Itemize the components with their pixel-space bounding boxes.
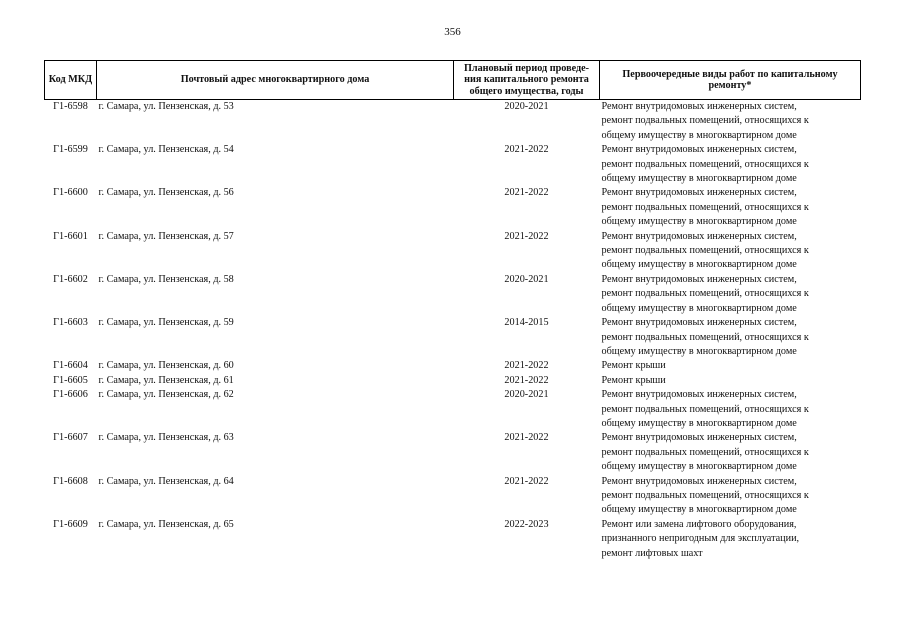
cell-address: г. Самара, ул. Пензенская, д. 62 — [98, 389, 234, 401]
table-row — [45, 374, 861, 388]
table-header — [45, 61, 861, 100]
cell-period: 2021-2022 — [504, 374, 549, 386]
cell-period: 2021-2022 — [504, 230, 549, 242]
cell-works — [600, 316, 861, 359]
work-line: Ремонт внутридомовых инженерных систем, — [601, 273, 797, 285]
cell-period: 2022-2023 — [504, 518, 549, 530]
cell-address: г. Самара, ул. Пензенская, д. 53 — [98, 101, 234, 112]
table-row — [45, 518, 861, 561]
work-line: ремонт подвальных помещений, относящихся к — [601, 288, 809, 300]
cell-works — [600, 359, 861, 373]
cell-address: г. Самара, ул. Пензенская, д. 61 — [98, 374, 234, 386]
table-row — [45, 316, 861, 359]
table-row — [45, 100, 861, 144]
cell-address: г. Самара, ул. Пензенская, д. 63 — [98, 432, 234, 444]
cell-code: Г1-6603 — [53, 317, 88, 329]
table-row — [45, 431, 861, 474]
cell-address: г. Самара, ул. Пензенская, д. 57 — [98, 230, 234, 242]
cell-code: Г1-6609 — [53, 518, 88, 530]
cell-code: Г1-6600 — [53, 187, 88, 199]
work-line: общему имуществу в многоквартирном доме — [601, 302, 797, 314]
cell-period: 2021-2022 — [504, 144, 549, 156]
cell-address: г. Самара, ул. Пензенская, д. 54 — [98, 144, 234, 156]
cell-code: Г1-6601 — [53, 230, 88, 242]
cell-period: 2020-2021 — [504, 273, 549, 285]
header-works-line: ремонту* — [708, 80, 752, 91]
capital-repair-table — [44, 60, 861, 561]
work-line: ремонт подвальных помещений, относящихся к — [601, 446, 809, 458]
cell-address: г. Самара, ул. Пензенская, д. 65 — [98, 518, 234, 530]
table-row — [45, 186, 861, 229]
cell-address: г. Самара, ул. Пензенская, д. 59 — [98, 317, 234, 329]
cell-address: г. Самара, ул. Пензенская, д. 58 — [98, 273, 234, 285]
cell-code: Г1-6607 — [53, 432, 88, 444]
header-address: Почтовый адрес многоквартирного дома — [97, 61, 454, 100]
cell-works — [600, 431, 861, 474]
cell-period: 2020-2021 — [504, 101, 549, 112]
work-line: Ремонт внутридомовых инженерных систем, — [601, 101, 797, 112]
cell-period: 2021-2022 — [504, 187, 549, 199]
work-line: Ремонт крыши — [601, 374, 666, 386]
work-line: ремонт подвальных помещений, относящихся к — [601, 115, 809, 127]
cell-code: Г1-6608 — [53, 475, 88, 487]
cell-works — [600, 374, 861, 388]
header-works — [600, 61, 861, 100]
header-period — [454, 61, 600, 100]
work-line: Ремонт или замена лифтового оборудования, — [601, 518, 797, 530]
work-line: ремонт лифтовых шахт — [601, 547, 703, 559]
cell-works — [600, 143, 861, 186]
page-number: 356 — [444, 26, 461, 38]
header-period-line: ния капитального ремонта — [464, 74, 589, 86]
cell-address: г. Самара, ул. Пензенская, д. 60 — [98, 360, 234, 372]
work-line: общему имуществу в многоквартирном доме — [601, 129, 797, 141]
work-line: общему имуществу в многоквартирном доме — [601, 259, 797, 271]
table-row — [45, 230, 861, 273]
cell-works — [600, 230, 861, 273]
cell-period: 2021-2022 — [504, 360, 549, 372]
cell-code: Г1-6602 — [53, 273, 88, 285]
work-line: Ремонт внутридомовых инженерных систем, — [601, 475, 797, 487]
cell-address: г. Самара, ул. Пензенская, д. 64 — [98, 475, 234, 487]
cell-period: 2021-2022 — [504, 475, 549, 487]
cell-period: 2014-2015 — [504, 317, 549, 329]
work-line: общему имуществу в многоквартирном доме — [601, 461, 797, 473]
cell-works — [600, 518, 861, 561]
work-line: ремонт подвальных помещений, относящихся к — [601, 331, 809, 343]
cell-works — [600, 100, 861, 144]
table-row — [45, 143, 861, 186]
work-line: Ремонт внутридомовых инженерных систем, — [601, 317, 797, 329]
work-line: Ремонт внутридомовых инженерных систем, — [601, 144, 797, 156]
cell-code: Г1-6599 — [53, 144, 88, 156]
cell-code: Г1-6598 — [53, 101, 88, 112]
work-line: общему имуществу в многоквартирном доме — [601, 417, 797, 429]
header-code: Код МКД — [45, 61, 97, 100]
table-row — [45, 273, 861, 316]
header-works-line: Первоочередные виды работ по капитальному — [622, 68, 838, 80]
work-line: Ремонт внутридомовых инженерных систем, — [601, 230, 797, 242]
work-line: Ремонт внутридомовых инженерных систем, — [601, 389, 797, 401]
header-period-line: общего имущества, годы — [469, 85, 584, 97]
table-row — [45, 388, 861, 431]
work-line: общему имуществу в многоквартирном доме — [601, 173, 797, 185]
cell-period: 2020-2021 — [504, 389, 549, 401]
cell-works — [600, 475, 861, 518]
cell-code: Г1-6605 — [53, 374, 88, 386]
work-line: Ремонт крыши — [601, 360, 666, 372]
table-body — [45, 100, 861, 562]
cell-works — [600, 273, 861, 316]
work-line: ремонт подвальных помещений, относящихся к — [601, 158, 809, 170]
work-line: общему имуществу в многоквартирном доме — [601, 504, 797, 516]
work-line: ремонт подвальных помещений, относящихся к — [601, 403, 809, 415]
cell-period: 2021-2022 — [504, 432, 549, 444]
work-line: ремонт подвальных помещений, относящихся к — [601, 201, 809, 213]
cell-works — [600, 186, 861, 229]
cell-address: г. Самара, ул. Пензенская, д. 56 — [98, 187, 234, 199]
work-line: ремонт подвальных помещений, относящихся к — [601, 245, 809, 257]
cell-code: Г1-6604 — [53, 360, 88, 372]
header-period-line: Плановый период проведе- — [463, 62, 590, 74]
work-line: общему имуществу в многоквартирном доме — [601, 216, 797, 228]
cell-works — [600, 388, 861, 431]
work-line: общему имуществу в многоквартирном доме — [601, 345, 797, 357]
table-row — [45, 359, 861, 373]
work-line: признанного непригодным для эксплуатации, — [601, 533, 800, 545]
work-line: Ремонт внутридомовых инженерных систем, — [601, 432, 797, 444]
cell-code: Г1-6606 — [53, 389, 88, 401]
work-line: Ремонт внутридомовых инженерных систем, — [601, 187, 797, 199]
table-row — [45, 475, 861, 518]
work-line: ремонт подвальных помещений, относящихся к — [601, 489, 809, 501]
